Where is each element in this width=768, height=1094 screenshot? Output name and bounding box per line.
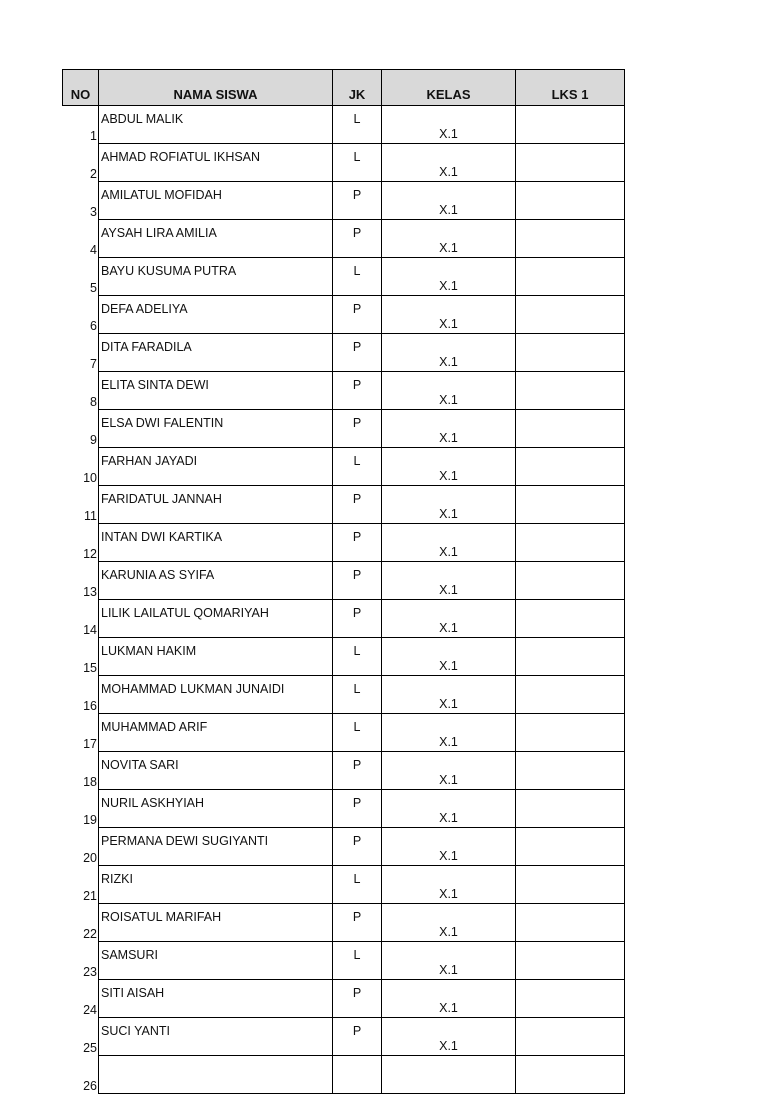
- cell-lks-1[interactable]: [516, 106, 625, 144]
- cell-no[interactable]: 23: [63, 942, 99, 980]
- cell-no[interactable]: 6: [63, 296, 99, 334]
- cell-jk[interactable]: L: [333, 866, 382, 904]
- cell-lks-1[interactable]: [516, 866, 625, 904]
- cell-kelas[interactable]: X.1: [382, 866, 516, 904]
- cell-no[interactable]: 5: [63, 258, 99, 296]
- cell-nama-siswa[interactable]: FARHAN JAYADI: [99, 448, 333, 486]
- cell-nama-siswa[interactable]: INTAN DWI KARTIKA: [99, 524, 333, 562]
- cell-nama-siswa[interactable]: NURIL ASKHYIAH: [99, 790, 333, 828]
- cell-kelas[interactable]: X.1: [382, 448, 516, 486]
- cell-kelas[interactable]: X.1: [382, 638, 516, 676]
- cell-no[interactable]: 17: [63, 714, 99, 752]
- cell-kelas[interactable]: X.1: [382, 144, 516, 182]
- table-row: [63, 866, 625, 904]
- cell-no[interactable]: 10: [63, 448, 99, 486]
- cell-kelas[interactable]: X.1: [382, 562, 516, 600]
- cell-lks-1[interactable]: [516, 676, 625, 714]
- cell-jk[interactable]: P: [333, 296, 382, 334]
- cell-jk[interactable]: P: [333, 600, 382, 638]
- cell-lks-1[interactable]: [516, 752, 625, 790]
- cell-nama-siswa[interactable]: AMILATUL MOFIDAH: [99, 182, 333, 220]
- cell-nama-siswa[interactable]: FARIDATUL JANNAH: [99, 486, 333, 524]
- cell-lks-1[interactable]: [516, 448, 625, 486]
- cell-jk[interactable]: P: [333, 220, 382, 258]
- cell-jk[interactable]: L: [333, 258, 382, 296]
- table-row: [63, 828, 625, 866]
- cell-nama-siswa[interactable]: ROISATUL MARIFAH: [99, 904, 333, 942]
- cell-no[interactable]: 13: [63, 562, 99, 600]
- cell-jk[interactable]: P: [333, 524, 382, 562]
- cell-no[interactable]: 2: [63, 144, 99, 182]
- cell-no[interactable]: 7: [63, 334, 99, 372]
- cell-lks-1[interactable]: [516, 220, 625, 258]
- cell-lks-1[interactable]: [516, 486, 625, 524]
- header-nama-siswa[interactable]: NAMA SISWA: [99, 70, 333, 106]
- cell-kelas[interactable]: X.1: [382, 296, 516, 334]
- cell-lks-1[interactable]: [516, 334, 625, 372]
- table-row: [63, 334, 625, 372]
- table-row: [63, 144, 625, 182]
- cell-kelas[interactable]: X.1: [382, 828, 516, 866]
- cell-kelas[interactable]: X.1: [382, 904, 516, 942]
- cell-jk[interactable]: P: [333, 372, 382, 410]
- cell-jk[interactable]: P: [333, 334, 382, 372]
- cell-kelas[interactable]: X.1: [382, 372, 516, 410]
- cell-nama-siswa[interactable]: [99, 1056, 333, 1094]
- table-row: [63, 106, 625, 144]
- cell-nama-siswa[interactable]: DITA FARADILA: [99, 334, 333, 372]
- cell-no[interactable]: 3: [63, 182, 99, 220]
- cell-nama-siswa[interactable]: LILIK LAILATUL QOMARIYAH: [99, 600, 333, 638]
- cell-no[interactable]: 1: [63, 106, 99, 144]
- table-row: [63, 182, 625, 220]
- cell-lks-1[interactable]: [516, 942, 625, 980]
- cell-lks-1[interactable]: [516, 600, 625, 638]
- cell-kelas[interactable]: X.1: [382, 752, 516, 790]
- cell-jk[interactable]: P: [333, 752, 382, 790]
- cell-jk[interactable]: P: [333, 828, 382, 866]
- cell-nama-siswa[interactable]: ABDUL MALIK: [99, 106, 333, 144]
- cell-kelas[interactable]: X.1: [382, 600, 516, 638]
- cell-jk[interactable]: L: [333, 106, 382, 144]
- student-sheet: [62, 69, 625, 1094]
- cell-kelas[interactable]: X.1: [382, 486, 516, 524]
- cell-nama-siswa[interactable]: NOVITA SARI: [99, 752, 333, 790]
- header-row: [63, 70, 625, 106]
- cell-nama-siswa[interactable]: SITI AISAH: [99, 980, 333, 1018]
- cell-lks-1[interactable]: [516, 372, 625, 410]
- cell-no[interactable]: 11: [63, 486, 99, 524]
- cell-no[interactable]: 20: [63, 828, 99, 866]
- cell-lks-1[interactable]: [516, 790, 625, 828]
- cell-kelas[interactable]: X.1: [382, 1018, 516, 1056]
- cell-lks-1[interactable]: [516, 904, 625, 942]
- cell-kelas[interactable]: X.1: [382, 106, 516, 144]
- cell-nama-siswa[interactable]: MOHAMMAD LUKMAN JUNAIDI: [99, 676, 333, 714]
- cell-no[interactable]: 9: [63, 410, 99, 448]
- table-row: [63, 942, 625, 980]
- cell-no[interactable]: 26: [63, 1056, 99, 1094]
- cell-kelas[interactable]: X.1: [382, 676, 516, 714]
- table-row: [63, 448, 625, 486]
- cell-no[interactable]: 15: [63, 638, 99, 676]
- cell-jk[interactable]: P: [333, 790, 382, 828]
- cell-nama-siswa[interactable]: BAYU KUSUMA PUTRA: [99, 258, 333, 296]
- cell-nama-siswa[interactable]: AYSAH LIRA AMILIA: [99, 220, 333, 258]
- cell-kelas[interactable]: X.1: [382, 524, 516, 562]
- table-row: [63, 1056, 625, 1094]
- cell-lks-1[interactable]: [516, 296, 625, 334]
- cell-lks-1[interactable]: [516, 1018, 625, 1056]
- cell-jk[interactable]: [333, 1056, 382, 1094]
- table-row: [63, 790, 625, 828]
- cell-lks-1[interactable]: [516, 562, 625, 600]
- cell-nama-siswa[interactable]: ELITA SINTA DEWI: [99, 372, 333, 410]
- cell-nama-siswa[interactable]: LUKMAN HAKIM: [99, 638, 333, 676]
- cell-no[interactable]: 24: [63, 980, 99, 1018]
- student-table: [62, 69, 625, 1094]
- table-row: [63, 600, 625, 638]
- table-row: [63, 562, 625, 600]
- table-row: [63, 980, 625, 1018]
- cell-lks-1[interactable]: [516, 980, 625, 1018]
- cell-no[interactable]: 21: [63, 866, 99, 904]
- cell-jk[interactable]: L: [333, 714, 382, 752]
- table-body: [63, 106, 625, 1094]
- cell-kelas[interactable]: [382, 1056, 516, 1094]
- cell-kelas[interactable]: X.1: [382, 258, 516, 296]
- header-lks-1[interactable]: LKS 1: [516, 70, 625, 106]
- cell-jk[interactable]: L: [333, 638, 382, 676]
- table-row: [63, 752, 625, 790]
- cell-lks-1[interactable]: [516, 524, 625, 562]
- cell-nama-siswa[interactable]: SUCI YANTI: [99, 1018, 333, 1056]
- cell-kelas[interactable]: X.1: [382, 334, 516, 372]
- cell-jk[interactable]: L: [333, 676, 382, 714]
- cell-lks-1[interactable]: [516, 1056, 625, 1094]
- cell-nama-siswa[interactable]: KARUNIA AS SYIFA: [99, 562, 333, 600]
- cell-jk[interactable]: L: [333, 448, 382, 486]
- cell-kelas[interactable]: X.1: [382, 182, 516, 220]
- cell-jk[interactable]: L: [333, 144, 382, 182]
- cell-lks-1[interactable]: [516, 410, 625, 448]
- table-row: [63, 410, 625, 448]
- table-row: [63, 1018, 625, 1056]
- cell-nama-siswa[interactable]: MUHAMMAD ARIF: [99, 714, 333, 752]
- cell-no[interactable]: 8: [63, 372, 99, 410]
- cell-kelas[interactable]: X.1: [382, 220, 516, 258]
- table-row: [63, 372, 625, 410]
- cell-no[interactable]: 4: [63, 220, 99, 258]
- cell-kelas[interactable]: X.1: [382, 714, 516, 752]
- table-row: [63, 714, 625, 752]
- table-row: [63, 220, 625, 258]
- table-row: [63, 258, 625, 296]
- table-row: [63, 524, 625, 562]
- cell-no[interactable]: 16: [63, 676, 99, 714]
- cell-jk[interactable]: P: [333, 410, 382, 448]
- cell-kelas[interactable]: X.1: [382, 942, 516, 980]
- table-row: [63, 486, 625, 524]
- cell-lks-1[interactable]: [516, 258, 625, 296]
- table-row: [63, 676, 625, 714]
- cell-nama-siswa[interactable]: DEFA ADELIYA: [99, 296, 333, 334]
- cell-lks-1[interactable]: [516, 182, 625, 220]
- cell-no[interactable]: 14: [63, 600, 99, 638]
- cell-jk[interactable]: L: [333, 942, 382, 980]
- cell-kelas[interactable]: X.1: [382, 790, 516, 828]
- cell-no[interactable]: 18: [63, 752, 99, 790]
- cell-no[interactable]: 25: [63, 1018, 99, 1056]
- table-row: [63, 638, 625, 676]
- cell-lks-1[interactable]: [516, 638, 625, 676]
- cell-nama-siswa[interactable]: AHMAD ROFIATUL IKHSAN: [99, 144, 333, 182]
- cell-lks-1[interactable]: [516, 714, 625, 752]
- cell-jk[interactable]: P: [333, 182, 382, 220]
- cell-no[interactable]: 22: [63, 904, 99, 942]
- table-row: [63, 904, 625, 942]
- cell-nama-siswa[interactable]: SAMSURI: [99, 942, 333, 980]
- cell-jk[interactable]: P: [333, 1018, 382, 1056]
- cell-jk[interactable]: P: [333, 980, 382, 1018]
- cell-nama-siswa[interactable]: PERMANA DEWI SUGIYANTI: [99, 828, 333, 866]
- header-kelas[interactable]: KELAS: [382, 70, 516, 106]
- table-row: [63, 296, 625, 334]
- cell-nama-siswa[interactable]: ELSA DWI FALENTIN: [99, 410, 333, 448]
- cell-lks-1[interactable]: [516, 828, 625, 866]
- cell-no[interactable]: 12: [63, 524, 99, 562]
- cell-no[interactable]: 19: [63, 790, 99, 828]
- header-no[interactable]: NO: [63, 70, 99, 106]
- cell-nama-siswa[interactable]: RIZKI: [99, 866, 333, 904]
- cell-kelas[interactable]: X.1: [382, 980, 516, 1018]
- cell-jk[interactable]: P: [333, 562, 382, 600]
- cell-jk[interactable]: P: [333, 904, 382, 942]
- cell-kelas[interactable]: X.1: [382, 410, 516, 448]
- header-jk[interactable]: JK: [333, 70, 382, 106]
- cell-lks-1[interactable]: [516, 144, 625, 182]
- cell-jk[interactable]: P: [333, 486, 382, 524]
